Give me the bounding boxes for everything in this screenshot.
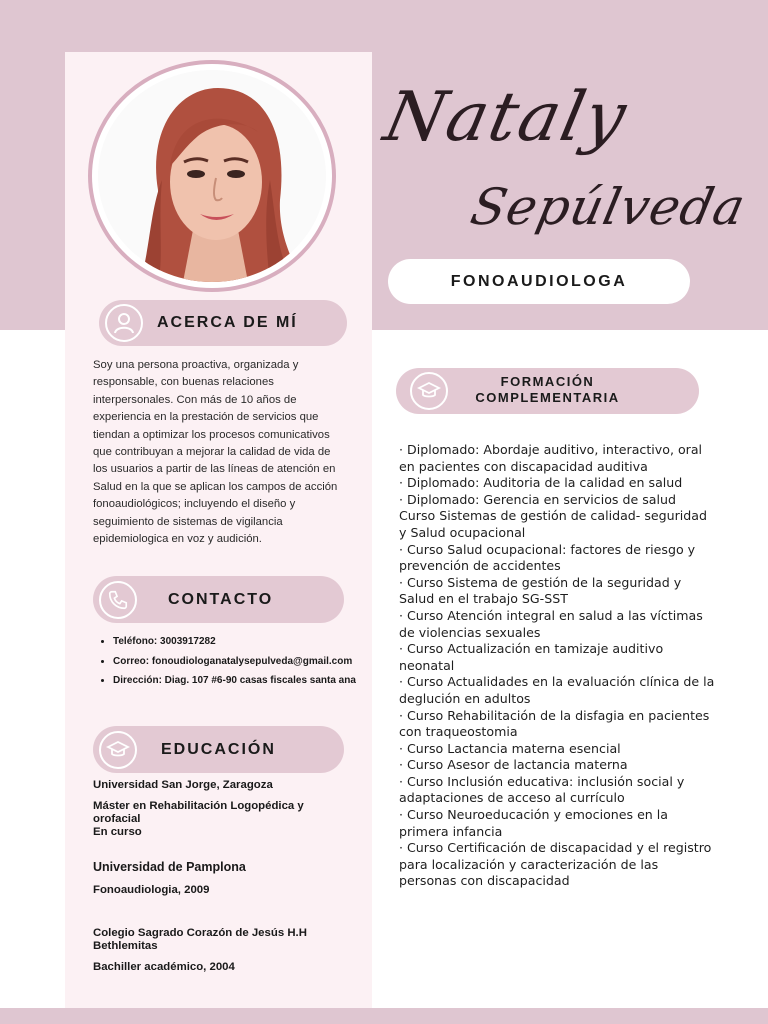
training-item: · Curso Sistema de gestión de la seguridad y Salud en el trabajo SG-SST [399, 574, 682, 607]
education-title: EDUCACIÓN [161, 740, 276, 758]
profile-photo [98, 70, 326, 282]
contact-list [93, 632, 373, 691]
training-item: · Diplomado: Auditoria de la calidad en salud [399, 475, 683, 491]
training-item: · Curso Actualización en tamizaje auditivo neonatal [399, 641, 664, 673]
graduation-cap-icon [410, 372, 448, 410]
training-title-line1: FORMACIÓN [500, 374, 595, 389]
phone-icon [99, 581, 137, 619]
contact-section-header [93, 576, 344, 623]
portrait-illustration [98, 70, 326, 282]
training-list [399, 442, 717, 890]
training-item: · Diplomado: Gerencia en servicios de salud [399, 491, 676, 507]
education-school-1: Universidad San Jorge, Zaragoza [93, 779, 273, 791]
about-text: Soy una persona proactiva, organizada y responsable, con buenas relaciones interpersonales. Con más de 10 años de experiencia en la prestación de servicios que tiendan a optimizar los procesos comunicativos que contribuyan a mejorar la calidad de vida de los usuarios a partir de las líneas de atención en Salud en la que se aplican los campos de acción fonoaudiológicos; incluyendo el diseño y seguimiento de sistemas de vigilancia epidemiologica en voz y audición. [93, 359, 338, 546]
training-title-line2: COMPLEMENTARIA [475, 390, 620, 405]
profile-photo-frame [88, 60, 336, 292]
training-item: · Curso Rehabilitación de la disfagia en pacientes con traqueostomia [399, 707, 710, 740]
contact-title: CONTACTO [168, 590, 274, 608]
training-item: · Diplomado: Abordaje auditivo, interactivo, oral en pacientes con discapacidad auditiva [399, 442, 703, 474]
training-item: · Curso Certificación de discapacidad y el registro para localización y caracterización de las personas con discapacidad [399, 840, 712, 889]
user-icon [105, 304, 143, 342]
training-item: Curso Sistemas de gestión de calidad- seguridad y Salud ocupacional [399, 508, 707, 540]
education-degree-1: Máster en Rehabilitación Logopédica y orofacial [93, 800, 304, 825]
about-title: ACERCA DE MÍ [157, 314, 298, 331]
contact-address: • Dirección: Diag. 107 #6-90 casas fiscales santa ana [113, 671, 373, 691]
education-degree-2: Fonoaudiologia, 2009 [93, 884, 210, 896]
first-name: Nataly [377, 78, 635, 157]
education-school-2: Universidad de Pamplona [93, 860, 246, 874]
training-item: · Curso Lactancia materna esencial [399, 740, 621, 756]
education-school-3: Colegio Sagrado Corazón de Jesús H.H Bethlemitas [93, 927, 307, 952]
footer-band [0, 1008, 768, 1024]
about-section-header [99, 300, 347, 346]
training-item: · Curso Atención integral en salud a las víctimas de violencias sexuales [399, 607, 703, 640]
training-item: · Curso Actualidades en la evaluación clínica de la deglución en adultos [399, 674, 715, 706]
profession-badge: FONOAUDIOLOGA [388, 259, 690, 304]
training-item: · Curso Salud ocupacional: factores de riesgo y prevención de accidentes [399, 541, 696, 574]
training-item: · Curso Inclusión educativa: inclusión social y adaptaciones de acceso al currículo [399, 773, 685, 806]
last-name: Sepúlveda [465, 178, 751, 236]
contact-phone: • Teléfono: 3003917282 [113, 632, 373, 652]
training-section-header [396, 368, 699, 414]
training-item: · Curso Asesor de lactancia materna [399, 757, 628, 773]
education-section-header [93, 726, 344, 773]
education-degree-3: Bachiller académico, 2004 [93, 961, 235, 973]
contact-email: • Correo: fonoudiologanatalysepulveda@gmail.com [113, 652, 373, 672]
graduation-cap-icon [99, 731, 137, 769]
education-status-1: En curso [93, 826, 142, 838]
training-item: · Curso Neuroeducación y emociones en la primera infancia [399, 807, 669, 839]
